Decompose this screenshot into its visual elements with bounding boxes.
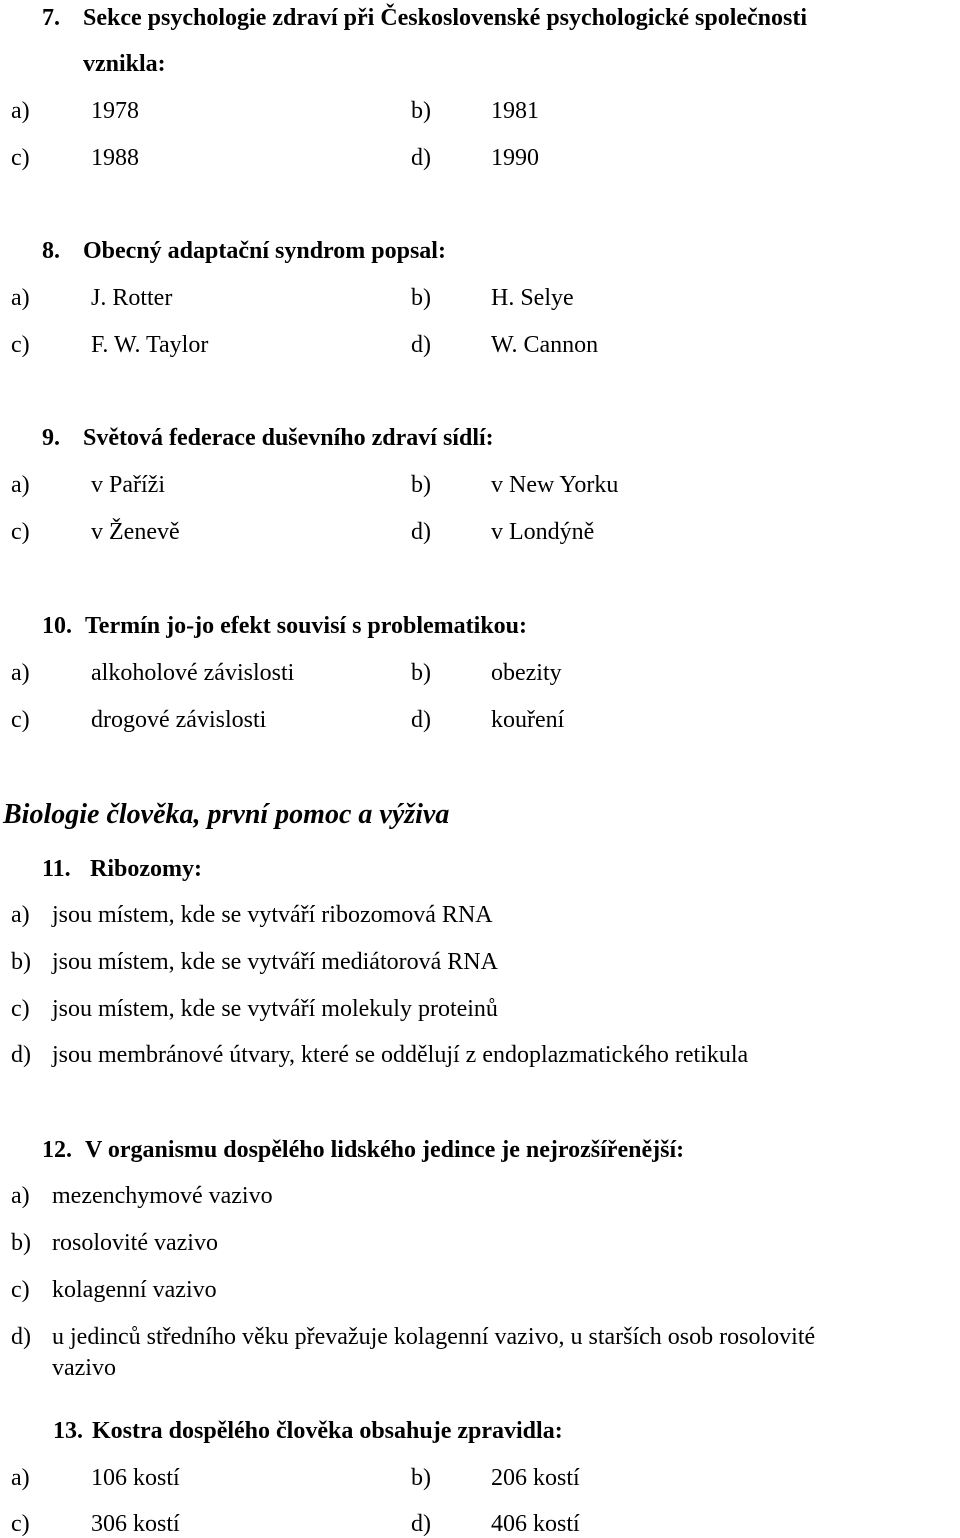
- option-letter: a): [11, 1465, 30, 1491]
- question-text: V organismu dospělého lidského jedince je nejrozšířenější:: [85, 1137, 685, 1163]
- question-number: 11.: [42, 856, 71, 882]
- question-number: 8.: [42, 238, 60, 264]
- question-number: 7.: [42, 5, 60, 31]
- option-text: 1990: [491, 145, 539, 171]
- option-letter: b): [411, 472, 431, 498]
- question-text: Obecný adaptační syndrom popsal:: [83, 238, 446, 264]
- option-text: W. Cannon: [491, 332, 599, 358]
- option-text: 306 kostí: [91, 1511, 180, 1537]
- question-number: 12.: [42, 1137, 72, 1163]
- option-letter: b): [11, 949, 31, 975]
- option-letter: b): [411, 285, 431, 311]
- question-text-continued: vznikla:: [83, 51, 166, 77]
- option-letter: d): [411, 519, 431, 545]
- option-text: 1978: [91, 98, 139, 124]
- option-text: u jedinců středního věku převažuje kolagenní vazivo, u starších osob rosolovité: [52, 1324, 816, 1350]
- option-letter: d): [11, 1324, 31, 1350]
- option-text: mezenchymové vazivo: [52, 1183, 273, 1209]
- option-letter: c): [11, 707, 30, 733]
- question-text: Termín jo-jo efekt souvisí s problematikou:: [85, 613, 528, 639]
- option-text: 206 kostí: [491, 1465, 580, 1491]
- option-text: H. Selye: [491, 285, 574, 311]
- option-letter: a): [11, 902, 30, 928]
- option-text: 1981: [491, 98, 539, 124]
- option-letter: d): [411, 332, 431, 358]
- question-number: 9.: [42, 425, 60, 451]
- option-text-continued: vazivo: [52, 1355, 116, 1381]
- section-heading: Biologie člověka, první pomoc a výživa: [3, 799, 450, 830]
- option-text: jsou místem, kde se vytváří mediátorová RNA: [52, 949, 498, 975]
- option-text: v New Yorku: [491, 472, 619, 498]
- option-letter: a): [11, 285, 30, 311]
- option-letter: b): [11, 1230, 31, 1256]
- option-text: kolagenní vazivo: [52, 1277, 217, 1303]
- option-text: 1988: [91, 145, 139, 171]
- option-text: v Paříži: [91, 472, 165, 498]
- question-text: Ribozomy:: [90, 856, 202, 882]
- option-letter: b): [411, 660, 431, 686]
- option-letter: b): [411, 98, 431, 124]
- question-text: Sekce psychologie zdraví při Československé psychologické společnosti: [83, 5, 808, 31]
- option-letter: c): [11, 1511, 30, 1537]
- option-text: F. W. Taylor: [91, 332, 209, 358]
- option-text: drogové závislosti: [91, 707, 267, 733]
- option-letter: d): [11, 1042, 31, 1068]
- option-letter: d): [411, 145, 431, 171]
- option-letter: a): [11, 472, 30, 498]
- option-letter: c): [11, 145, 30, 171]
- option-text: rosolovité vazivo: [52, 1230, 218, 1256]
- option-letter: c): [11, 1277, 30, 1303]
- question-number: 13.: [53, 1418, 83, 1444]
- option-letter: a): [11, 660, 30, 686]
- option-letter: c): [11, 519, 30, 545]
- option-text: 406 kostí: [491, 1511, 580, 1537]
- option-text: alkoholové závislosti: [91, 660, 295, 686]
- option-text: J. Rotter: [91, 285, 173, 311]
- option-letter: b): [411, 1465, 431, 1491]
- option-letter: a): [11, 1183, 30, 1209]
- option-text: kouření: [491, 707, 565, 733]
- question-text: Světová federace duševního zdraví sídlí:: [83, 425, 494, 451]
- option-text: obezity: [491, 660, 562, 686]
- option-letter: c): [11, 996, 30, 1022]
- option-text: jsou místem, kde se vytváří molekuly proteinů: [52, 996, 498, 1022]
- option-text: jsou místem, kde se vytváří ribozomová RNA: [52, 902, 493, 928]
- option-letter: d): [411, 707, 431, 733]
- option-text: v Londýně: [491, 519, 595, 545]
- question-number: 10.: [42, 613, 72, 639]
- question-text: Kostra dospělého člověka obsahuje zpravidla:: [92, 1418, 563, 1444]
- option-letter: c): [11, 332, 30, 358]
- option-text: 106 kostí: [91, 1465, 180, 1491]
- option-letter: d): [411, 1511, 431, 1537]
- option-text: v Ženevě: [91, 519, 180, 545]
- option-letter: a): [11, 98, 30, 124]
- option-text: jsou membránové útvary, které se oddělují z endoplazmatického retikula: [52, 1042, 749, 1068]
